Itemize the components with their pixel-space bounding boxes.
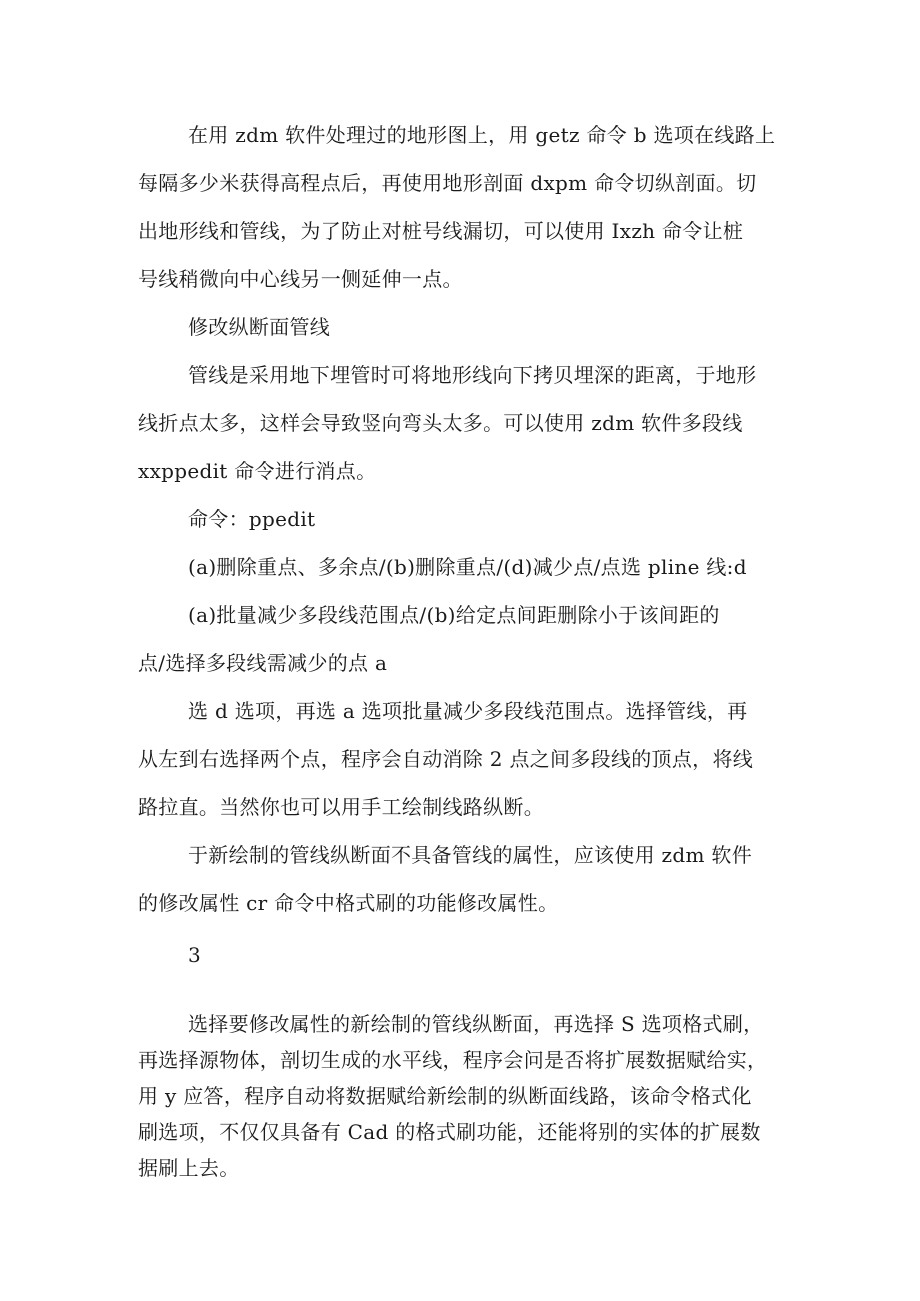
text-line: (a)删除重点、多余点/(b)删除重点/(d)减少点/点选 pline 线:d: [188, 555, 747, 579]
text-line: 选择要修改属性的新绘制的管线纵断面，再选择 S 选项格式刷，: [188, 1012, 764, 1036]
text-line: 的修改属性 cr 命令中格式刷的功能修改属性。: [138, 891, 559, 915]
text-line: 于新绘制的管线纵断面不具备管线的属性，应该使用 zdm 软件: [188, 843, 753, 867]
paragraph: [138, 831, 788, 927]
paragraph: [138, 1006, 788, 1186]
text-line: 用 y 应答，程序自动将数据赋给新绘制的纵断面线路，该命令格式化: [138, 1084, 752, 1108]
text-line: 选 d 选项，再选 a 选项批量减少多段线范围点。选择管线，再: [188, 699, 748, 723]
paragraph: [138, 687, 788, 831]
paragraph: [138, 591, 788, 687]
text-line: 每隔多少米获得高程点后，再使用地形剖面 dxpm 命令切纵剖面。切: [138, 171, 757, 195]
text-line: 再选择源物体，剖切生成的水平线，程序会问是否将扩展数据赋给实，: [138, 1048, 768, 1072]
text-line: 据刷上去。: [138, 1156, 240, 1180]
text-line: 号线稍微向中心线另一侧延伸一点。: [138, 267, 463, 291]
text-line: 点/选择多段线需减少的点 a: [138, 651, 388, 675]
paragraph: [138, 111, 788, 303]
text-line: 管线是采用地下埋管时可将地形线向下拷贝埋深的距离，于地形: [188, 363, 757, 387]
text-line: 在用 zdm 软件处理过的地形图上，用 getz 命令 b 选项在线路上: [188, 123, 776, 147]
text-line: xxppedit 命令进行消点。: [138, 459, 377, 483]
text-line: 从左到右选择两个点，程序会自动消除 2 点之间多段线的顶点，将线: [138, 747, 754, 771]
text-line: 出地形线和管线，为了防止对桩号线漏切，可以使用 Ixzh 命令让桩: [138, 219, 744, 243]
text-line: 刷选项，不仅仅具备有 Cad 的格式刷功能，还能将别的实体的扩展数: [138, 1120, 761, 1144]
paragraph: [138, 543, 788, 591]
text-line: (a)批量减少多段线范围点/(b)给定点间距删除小于该间距的: [188, 603, 720, 627]
section-heading: [138, 303, 788, 351]
paragraph: [138, 351, 788, 495]
paragraph: [138, 495, 788, 543]
section-number: [138, 931, 788, 979]
text-line: 命令：ppedit: [188, 507, 316, 531]
text-line: 线折点太多，这样会导致竖向弯头太多。可以使用 zdm 软件多段线: [138, 411, 743, 435]
text-line: 3: [188, 943, 202, 967]
text-line: 修改纵断面管线: [188, 315, 331, 339]
text-line: 路拉直。当然你也可以用手工绘制线路纵断。: [138, 795, 544, 819]
